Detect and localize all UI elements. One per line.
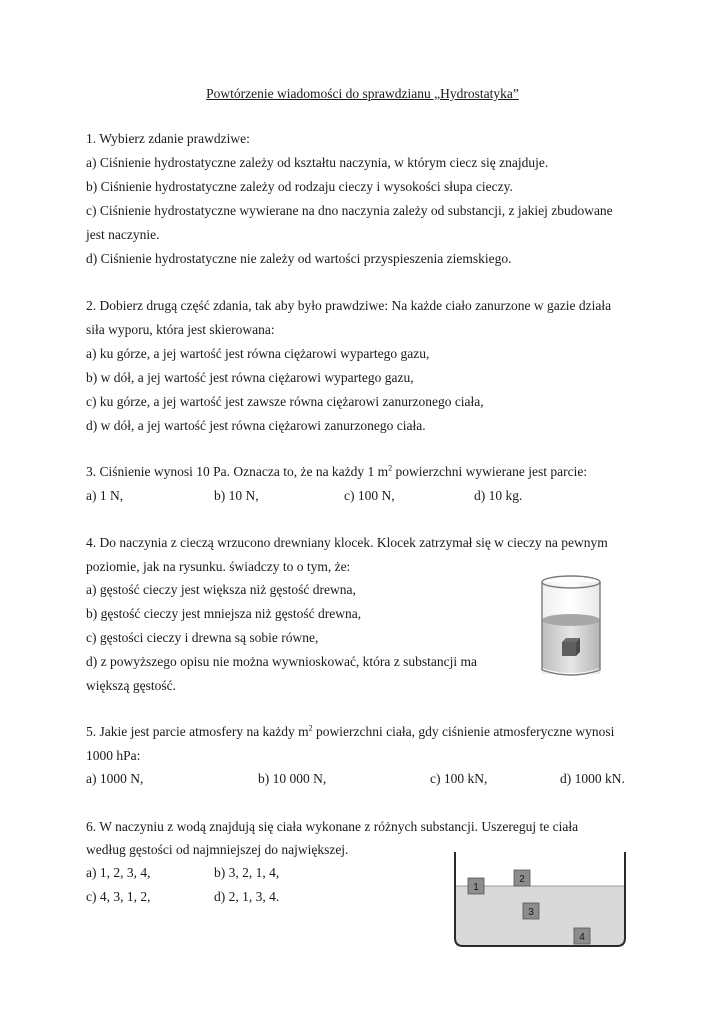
q6-option-c: c) 4, 3, 1, 2,: [86, 889, 151, 904]
q2-option-d: d) w dół, a jej wartość jest równa ciężarowi zanurzonego ciała.: [86, 418, 426, 433]
block-3: [523, 903, 539, 919]
q5-question-sup: 2: [308, 723, 313, 733]
q1-option-a: a) Ciśnienie hydrostatyczne zależy od kształtu naczynia, w którym ciecz się znajduje.: [86, 155, 549, 170]
q5-option-b: b) 10 000 N,: [258, 771, 327, 786]
q2-option-a: a) ku górze, a jej wartość jest równa ciężarowi wypartego gazu,: [86, 346, 430, 361]
block-1: [468, 878, 484, 894]
q6-option-b: b) 3, 2, 1, 4,: [214, 865, 280, 880]
q6-container-figure: [450, 850, 630, 950]
q3-question: [86, 463, 587, 481]
q1-option-c-line2: jest naczynie.: [86, 227, 160, 242]
block-2-label: 2: [519, 874, 525, 885]
q1-question: 1. Wybierz zdanie prawdziwe:: [86, 131, 250, 146]
q3-option-b: b) 10 N,: [214, 488, 259, 503]
q5-question-post: powierzchni ciała, gdy ciśnienie atmosferyczne wynosi: [312, 724, 615, 739]
q6-question-line1: 6. W naczyniu z wodą znajdują się ciała wykonane z różnych substancji. Uszereguj te ciała: [86, 819, 579, 834]
q5-question-line2: 1000 hPa:: [86, 748, 141, 763]
q4-option-d-line2: większą gęstość.: [86, 678, 176, 693]
q2-option-b: b) w dół, a jej wartość jest równa ciężarowi wypartego gazu,: [86, 370, 414, 385]
block-2: [514, 870, 530, 886]
q3-question-pre: 3. Ciśnienie wynosi 10 Pa. Oznacza to, że na każdy 1 m: [86, 464, 389, 479]
q2-question-line1: 2. Dobierz drugą część zdania, tak aby było prawdziwe: Na każde ciało zanurzone w gazie działa: [86, 298, 612, 313]
q6-option-d: d) 2, 1, 3, 4.: [214, 889, 280, 904]
q1-option-b: b) Ciśnienie hydrostatyczne zależy od rodzaju cieczy i wysokości słupa cieczy.: [86, 179, 513, 194]
q1-option-d: d) Ciśnienie hydrostatyczne nie zależy od wartości przyspieszenia ziemskiego.: [86, 251, 512, 266]
block-4: [574, 928, 590, 944]
q3-option-c: c) 100 N,: [344, 488, 395, 503]
wooden-block: [562, 638, 580, 656]
q4-question-line2: poziomie, jak na rysunku. świadczy to o tym, że:: [86, 559, 351, 574]
water: [455, 886, 625, 946]
q6-question-line2: według gęstości od najmniejszej do największej.: [86, 842, 349, 857]
q2-question-line2: siła wyporu, która jest skierowana:: [86, 322, 275, 337]
q3-option-a: a) 1 N,: [86, 488, 124, 503]
q4-option-c: c) gęstości cieczy i drewna są sobie równe,: [86, 630, 319, 645]
q4-beaker-figure: [538, 574, 604, 680]
q4-question-line1: 4. Do naczynia z cieczą wrzucono drewniany klocek. Klocek zatrzymał się w cieczy na pewnym: [86, 535, 608, 550]
block-4-label: 4: [579, 932, 585, 943]
liquid-surface: [542, 614, 600, 626]
q3-option-d: d) 10 kg.: [474, 488, 523, 503]
q1-option-c-line1: c) Ciśnienie hydrostatyczne wywierane na dno naczynia zależy od substancji, z jakiej zbudowane: [86, 203, 613, 218]
block-1-label: 1: [473, 882, 479, 893]
q5-option-a: a) 1000 N,: [86, 771, 144, 786]
q5-question: [86, 723, 614, 741]
q3-question-sup: 2: [388, 463, 393, 473]
q5-option-d: d) 1000 kN.: [560, 771, 625, 786]
q4-option-a: a) gęstość cieczy jest większa niż gęstość drewna,: [86, 582, 356, 597]
q6-option-a: a) 1, 2, 3, 4,: [86, 865, 151, 880]
q3-question-post: powierzchni wywierane jest parcie:: [392, 464, 588, 479]
block-3-label: 3: [528, 907, 534, 918]
q4-option-d-line1: d) z powyższego opisu nie można wywnioskować, która z substancji ma: [86, 654, 478, 669]
worksheet-title: Powtórzenie wiadomości do sprawdzianu „Hydrostatyka”: [206, 86, 519, 101]
q5-question-pre: 5. Jakie jest parcie atmosfery na każdy m: [86, 724, 309, 739]
q5-option-c: c) 100 kN,: [430, 771, 488, 786]
q4-option-b: b) gęstość cieczy jest mniejsza niż gęstość drewna,: [86, 606, 362, 621]
q2-option-c: c) ku górze, a jej wartość jest zawsze równa ciężarowi zanurzonego ciała,: [86, 394, 484, 409]
